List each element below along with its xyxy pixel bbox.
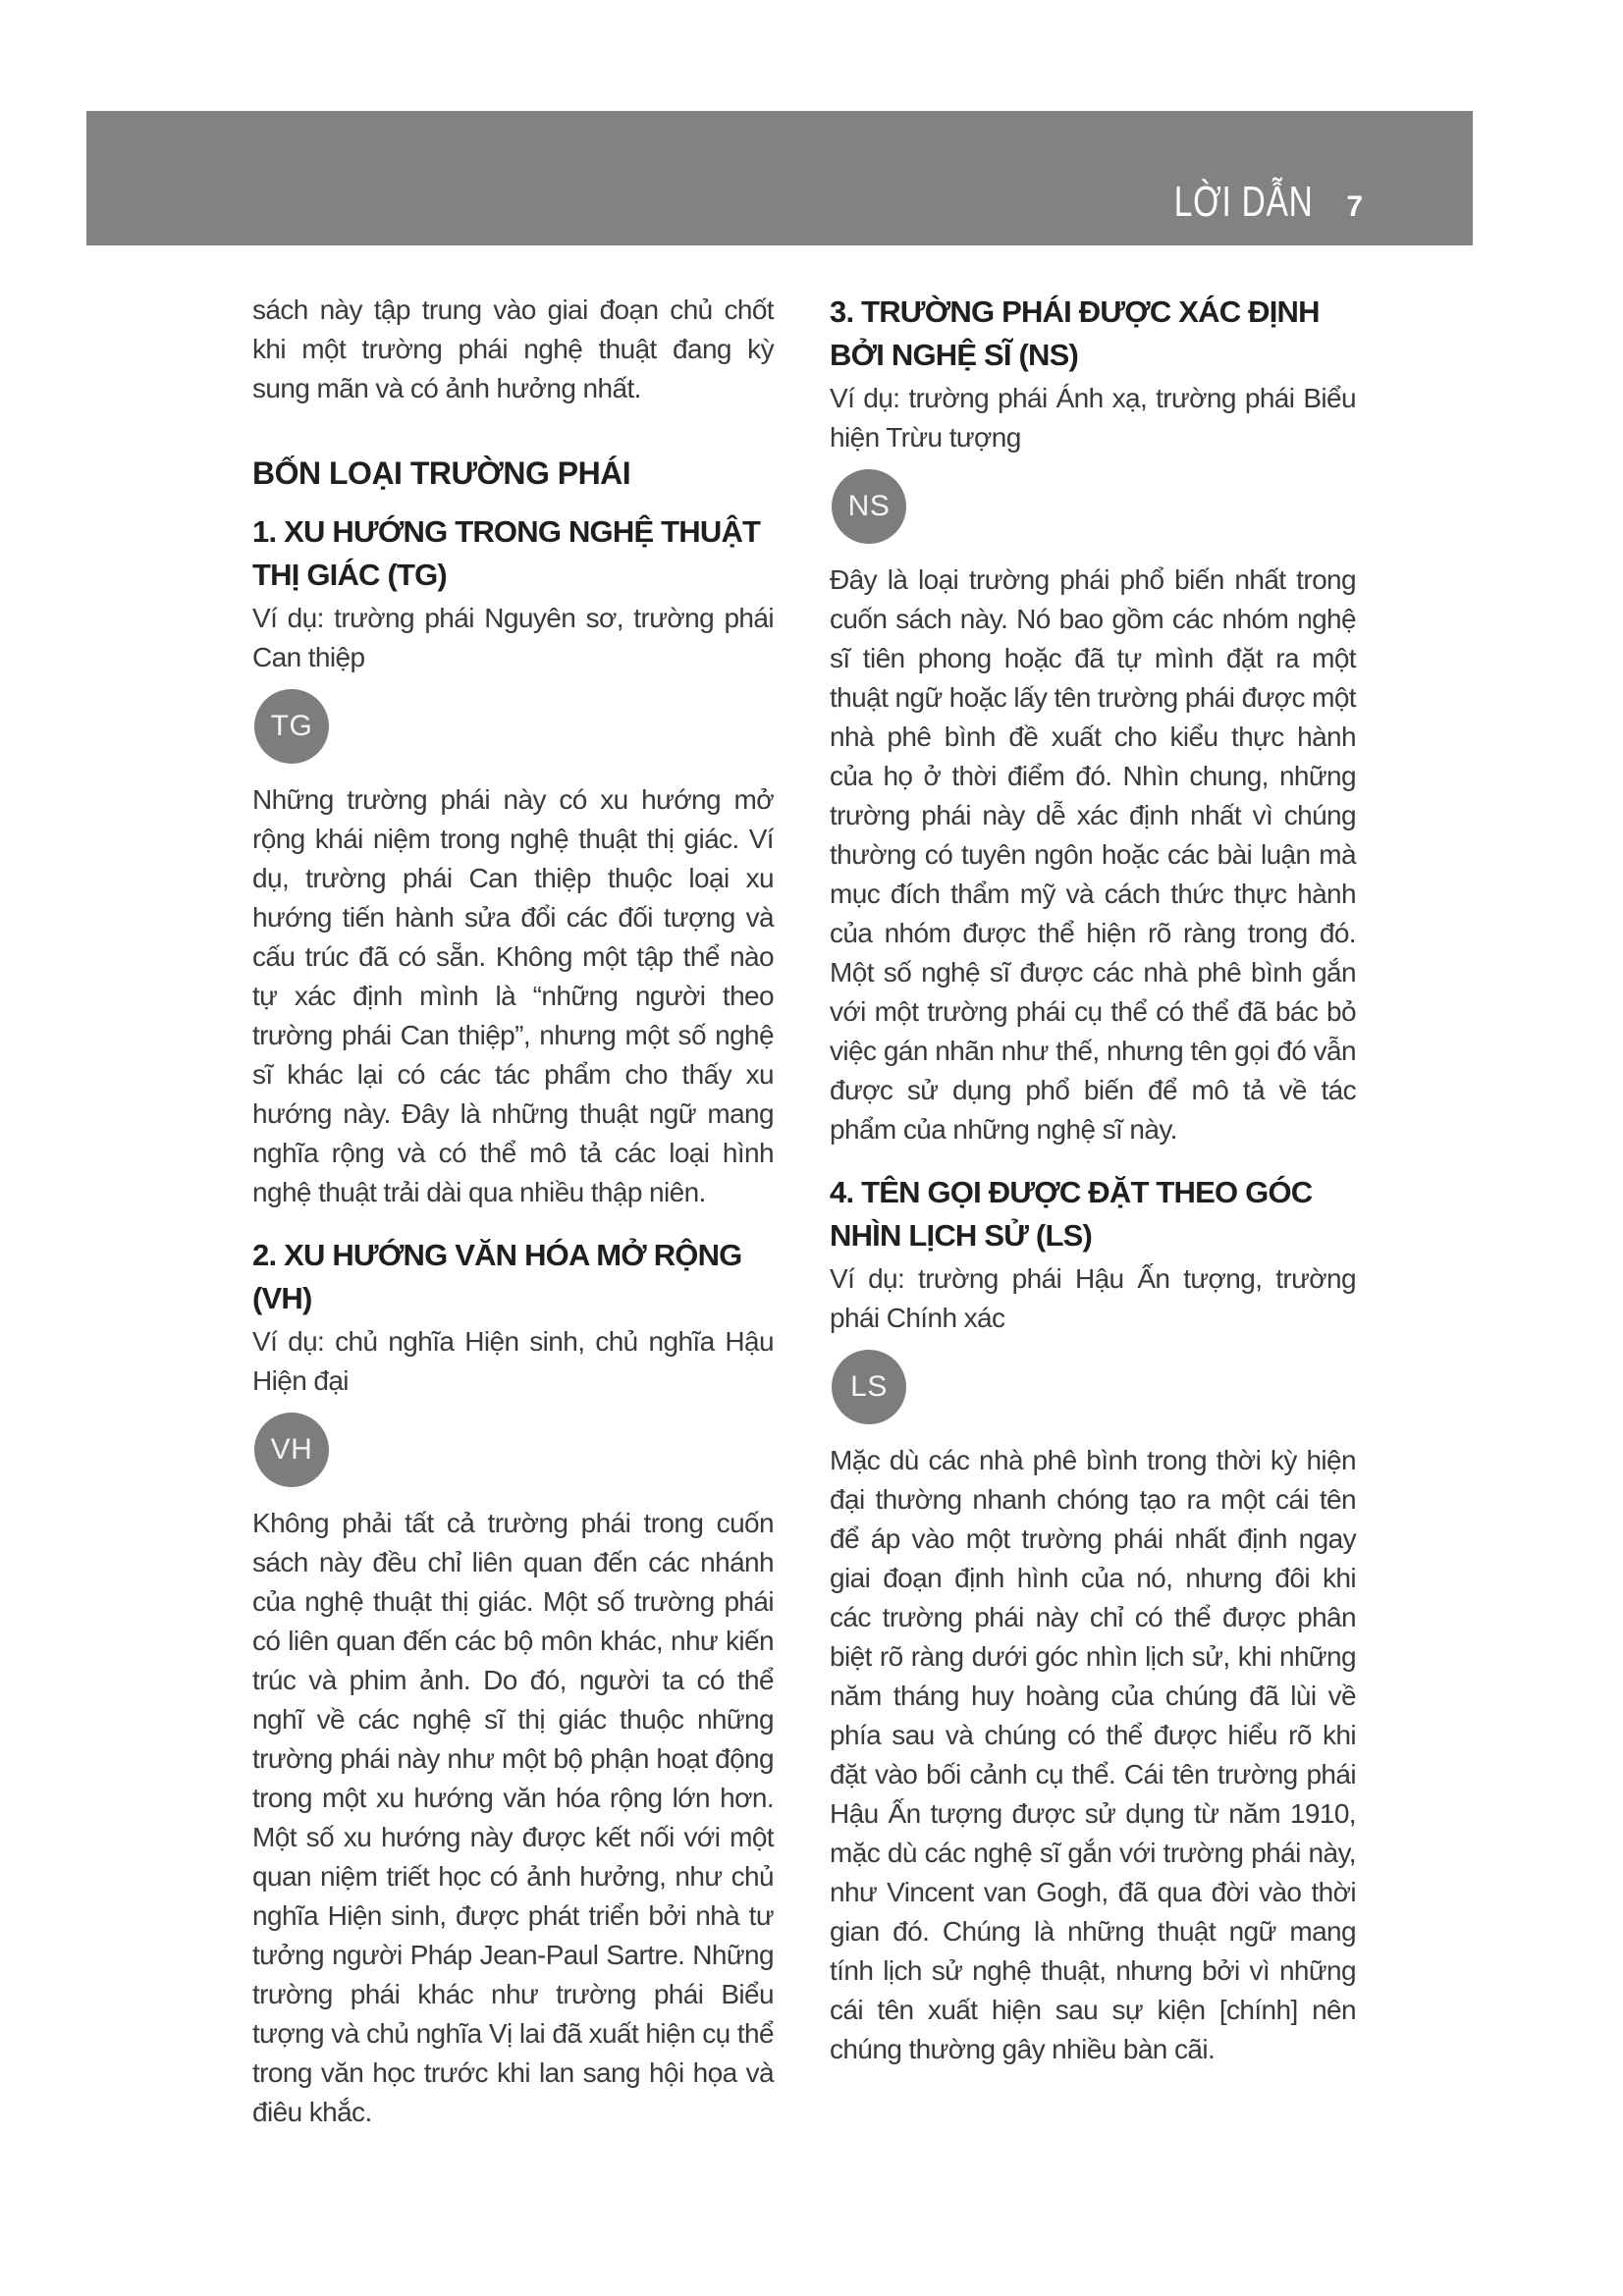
badge-ls-label: LS: [850, 1370, 888, 1403]
intro-paragraph: sách này tập trung vào giai đoạn chủ chốt khi một trường phái nghệ thuật đang kỳ sung mãn và có ảnh hưởng nhất.: [252, 294, 774, 403]
section-1-example: Ví dụ: trường phái Nguyên sơ, trường phái Can thiệp: [252, 603, 774, 672]
section-3-example: Ví dụ: trường phái Ánh xạ, trường phái Biểu hiện Trừu tượng: [830, 383, 1356, 453]
section-1-body: Những trường phái này có xu hướng mở rộng khái niệm trong nghệ thuật thị giác. Ví dụ, trường phái Can thiệp thuộc loại xu hướng tiến hành sửa đổi các đối tượng và cấu trúc đã có sẵn. Không một tập thể nào tự xác định mình là “những người theo trường phái Can thiệp”, nhưng một số nghệ sĩ khác lại có các tác phẩm cho thấy xu hướng này. Đây là những thuật ngữ mang nghĩa rộng và có thể mô tả các loại hình nghệ thuật trải dài qua nhiều thập niên.: [252, 784, 774, 1207]
badge-ls: [832, 1350, 906, 1424]
badge-ns-label: NS: [847, 490, 891, 522]
main-section-heading: BỐN LOẠI TRƯỜNG PHÁI: [252, 455, 631, 491]
badge-tg-label: TG: [270, 710, 313, 742]
section-3-body: Đây là loại trường phái phổ biến nhất trong cuốn sách này. Nó bao gồm các nhóm nghệ sĩ tiên phong hoặc đã tự mình đặt ra một thuật ngữ hoặc lấy tên trường phái được một nhà phê bình đề xuất cho kiểu thực hành của họ ở thời điểm đó. Nhìn chung, những trường phái này dễ xác định nhất vì chúng thường có tuyên ngôn hoặc các bài luận mà mục đích thẩm mỹ và cách thức thực hành của nhóm được thể hiện rõ ràng trong đó. Một số nghệ sĩ được các nhà phê bình gắn với một trường phái cụ thể có thể đã bác bỏ việc gán nhãn như thế, nhưng tên gọi đó vẫn được sử dụng phổ biến để mô tả về tác phẩm của những nghệ sĩ này.: [830, 564, 1356, 1145]
section-4-body: Mặc dù các nhà phê bình trong thời kỳ hiện đại thường nhanh chóng tạo ra một cái tên để áp vào một trường phái nhất định ngay giai đoạn định hình của nó, nhưng đôi khi các trường phái này chỉ có thể được phân biệt rõ ràng dưới góc nhìn lịch sử, khi những năm tháng huy hoàng của chúng đã lùi về phía sau và chúng có thể được hiểu rõ khi đặt vào bối cảnh cụ thể. Cái tên trường phái Hậu Ấn tượng được sử dụng từ năm 1910, mặc dù các nghệ sĩ gắn với trường phái này, như Vincent van Gogh, đã qua đời vào thời gian đó. Chúng là những thuật ngữ mang tính lịch sử nghệ thuật, nhưng bởi vì những cái tên xuất hiện sau sự kiện [chính] nên chúng thường gây nhiều bàn cãi.: [830, 1445, 1356, 2064]
left-column: [252, 291, 774, 2132]
section-2-body: Không phải tất cả trường phái trong cuốn sách này đều chỉ liên quan đến các nhánh của nghệ thuật thị giác. Một số trường phái có liên quan đến các bộ môn khác, như kiến trúc và phim ảnh. Do đó, người ta có thể nghĩ về các nghệ sĩ thị giác thuộc những trường phái này như một bộ phận hoạt động trong một xu hướng văn hóa rộng lớn hơn. Một số xu hướng này được kết nối với một quan niệm triết học có ảnh hưởng, như chủ nghĩa Hiện sinh, được phát triển bởi nhà tư tưởng người Pháp Jean-Paul Sartre. Những trường phái khác như trường phái Biểu tượng và chủ nghĩa Vị lai đã xuất hiện cụ thể trong văn học trước khi lan sang hội họa và điêu khắc.: [252, 1508, 774, 2127]
section-4-example: Ví dụ: trường phái Hậu Ấn tượng, trường phái Chính xác: [830, 1263, 1356, 1333]
badge-vh-label: VH: [270, 1433, 313, 1466]
badge-vh: [254, 1413, 329, 1487]
section-2-example: Ví dụ: chủ nghĩa Hiện sinh, chủ nghĩa Hậu Hiện đại: [252, 1326, 774, 1396]
header-bar: [86, 111, 1473, 245]
badge-tg: [254, 689, 329, 764]
section-1-heading: 1. XU HƯỚNG TRONG NGHỆ THUẬT THỊ GIÁC (TG): [252, 514, 761, 592]
section-4-heading: 4. TÊN GỌI ĐƯỢC ĐẶT THEO GÓC NHÌN LỊCH SỬ (LS): [830, 1175, 1313, 1253]
header-title: LỜI DẪN: [1173, 178, 1314, 226]
section-2-heading: 2. XU HƯỚNG VĂN HÓA MỞ RỘNG (VH): [252, 1238, 742, 1315]
right-column: [830, 291, 1356, 2069]
page-number: 7: [1346, 190, 1363, 223]
badge-ns: [832, 469, 906, 544]
section-3-heading: 3. TRƯỜNG PHÁI ĐƯỢC XÁC ĐỊNH BỞI NGHỆ SĨ (NS): [830, 294, 1320, 372]
